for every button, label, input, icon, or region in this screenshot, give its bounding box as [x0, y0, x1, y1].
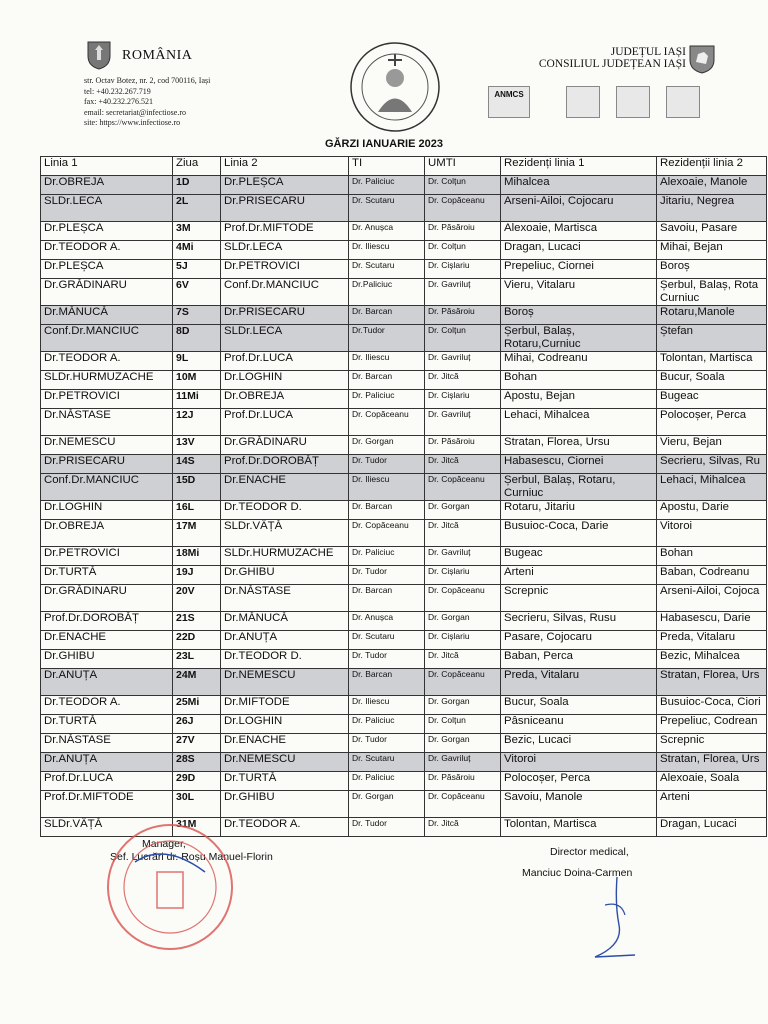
day-cell: 25Mi	[173, 696, 221, 715]
linia1-cell: Dr.PETROVICI	[41, 390, 173, 409]
table-header-row	[41, 157, 767, 176]
linia2-cell: SLDr.LECA	[221, 325, 349, 352]
umti-cell: Dr. Copăceanu	[425, 195, 501, 222]
resident1-cell: Busuioc-Coca, Darie	[501, 520, 657, 547]
day-cell: 8D	[173, 325, 221, 352]
ti-cell: Dr. Barcan	[349, 371, 425, 390]
resident1-cell: Preda, Vitalaru	[501, 669, 657, 696]
linia1-cell: Dr.GRĂDINARU	[41, 279, 173, 306]
ti-cell: Dr. Tudor	[349, 650, 425, 669]
resident2-cell: Jitariu, Negrea	[657, 195, 767, 222]
table-row	[41, 734, 767, 753]
linia1-cell: Dr.TEODOR A.	[41, 696, 173, 715]
resident1-cell: Mihai, Codreanu	[501, 352, 657, 371]
day-cell: 4Mi	[173, 241, 221, 260]
resident2-cell: Rotaru,Manole	[657, 306, 767, 325]
table-row	[41, 241, 767, 260]
umti-cell: Dr. Gavriluț	[425, 409, 501, 436]
day-cell: 15D	[173, 474, 221, 501]
resident2-cell: Arseni-Ailoi, Cojoca	[657, 585, 767, 612]
day-cell: 13V	[173, 436, 221, 455]
director-role: Director medical,	[550, 846, 629, 858]
table-row	[41, 371, 767, 390]
ti-cell: Dr. Iliescu	[349, 241, 425, 260]
table-row	[41, 176, 767, 195]
linia1-cell: SLDr.VÂȚĂ	[41, 818, 173, 837]
certificate-badge-2	[616, 86, 650, 118]
umti-cell: Dr. Cișlariu	[425, 260, 501, 279]
resident2-cell: Habasescu, Darie	[657, 612, 767, 631]
linia1-cell: Dr.OBREJA	[41, 176, 173, 195]
linia1-cell: Prof.Dr.LUCA	[41, 772, 173, 791]
linia1-cell: Conf.Dr.MANCIUC	[41, 474, 173, 501]
resident2-cell: Screpnic	[657, 734, 767, 753]
column-header: Linia 1	[41, 157, 173, 176]
column-header: Linia 2	[221, 157, 349, 176]
resident1-cell: Screpnic	[501, 585, 657, 612]
linia1-cell: Dr.TURTĂ	[41, 715, 173, 734]
day-cell: 31M	[173, 818, 221, 837]
resident2-cell: Ștefan	[657, 325, 767, 352]
umti-cell: Dr. Gavriluț	[425, 279, 501, 306]
umti-cell: Dr. Copăceanu	[425, 585, 501, 612]
resident2-cell: Alexoaie, Soala	[657, 772, 767, 791]
resident2-cell: Arteni	[657, 791, 767, 818]
linia2-cell: Dr.PRISECARU	[221, 195, 349, 222]
umti-cell: Dr. Cișlariu	[425, 566, 501, 585]
table-row	[41, 306, 767, 325]
table-row	[41, 352, 767, 371]
header-right	[470, 38, 710, 138]
ti-cell: Dr. Gorgan	[349, 791, 425, 818]
resident1-cell: Prepeliuc, Ciornei	[501, 260, 657, 279]
manager-role: Manager,	[142, 838, 186, 850]
resident1-cell: Secrieru, Silvas, Rusu	[501, 612, 657, 631]
ti-cell: Dr. Paliciuc	[349, 772, 425, 791]
day-cell: 11Mi	[173, 390, 221, 409]
linia2-cell: Dr.PLEȘCA	[221, 176, 349, 195]
umti-cell: Dr. Jitcă	[425, 818, 501, 837]
linia2-cell: Dr.NEMESCU	[221, 669, 349, 696]
site-line: site: https://www.infectiose.ro	[84, 118, 181, 127]
director-signature-icon	[585, 875, 645, 965]
linia1-cell: Dr.LOGHIN	[41, 501, 173, 520]
day-cell: 19J	[173, 566, 221, 585]
day-cell: 22D	[173, 631, 221, 650]
ti-cell: Dr. Tudor	[349, 734, 425, 753]
column-header: UMTI	[425, 157, 501, 176]
resident2-cell: Vieru, Bejan	[657, 436, 767, 455]
ti-cell: Dr. Scutaru	[349, 195, 425, 222]
linia2-cell: Dr.MIFTODE	[221, 696, 349, 715]
ti-cell: Dr. Anușca	[349, 222, 425, 241]
resident2-cell: Stratan, Florea, Urs	[657, 753, 767, 772]
ti-cell: Dr. Tudor	[349, 566, 425, 585]
ti-cell: Dr. Scutaru	[349, 753, 425, 772]
linia1-cell: SLDr.LECA	[41, 195, 173, 222]
ti-cell: Dr. Gorgan	[349, 436, 425, 455]
column-header: TI	[349, 157, 425, 176]
day-cell: 9L	[173, 352, 221, 371]
linia2-cell: Dr.PRISECARU	[221, 306, 349, 325]
day-cell: 1D	[173, 176, 221, 195]
resident1-cell: Bohan	[501, 371, 657, 390]
anmcs-badge: ANMCS	[488, 86, 530, 118]
certificate-badge-3	[666, 86, 700, 118]
ti-cell: Dr. Paliciuc	[349, 176, 425, 195]
iasi-county-crest-icon	[688, 44, 716, 74]
day-cell: 29D	[173, 772, 221, 791]
umti-cell: Dr. Copăceanu	[425, 669, 501, 696]
table-row	[41, 650, 767, 669]
ti-cell: Dr. Barcan	[349, 585, 425, 612]
day-cell: 28S	[173, 753, 221, 772]
linia2-cell: Dr.NEMESCU	[221, 753, 349, 772]
resident1-cell: Boroș	[501, 306, 657, 325]
linia1-cell: Dr.TEODOR A.	[41, 241, 173, 260]
county-line: JUDEȚUL IAȘI	[610, 46, 686, 58]
column-header: Rezidenți linia 1	[501, 157, 657, 176]
table-row	[41, 715, 767, 734]
resident1-cell: Apostu, Bejan	[501, 390, 657, 409]
resident2-cell: Busuioc-Coca, Ciori	[657, 696, 767, 715]
address-line: str. Octav Botez, nr. 2, cod 700116, Iași	[84, 76, 211, 85]
linia2-cell: Dr.TEODOR A.	[221, 818, 349, 837]
table-row	[41, 669, 767, 696]
resident1-cell: Arteni	[501, 566, 657, 585]
ti-cell: Dr. Barcan	[349, 669, 425, 696]
day-cell: 23L	[173, 650, 221, 669]
resident1-cell: Șerbul, Balaș, Rotaru, Curniuc	[501, 474, 657, 501]
linia1-cell: Dr.GRĂDINARU	[41, 585, 173, 612]
ti-cell: Dr. Iliescu	[349, 696, 425, 715]
table-row	[41, 260, 767, 279]
umti-cell: Dr. Gavriluț	[425, 352, 501, 371]
linia1-cell: Conf.Dr.MANCIUC	[41, 325, 173, 352]
umti-cell: Dr. Păsăroiu	[425, 436, 501, 455]
day-cell: 16L	[173, 501, 221, 520]
day-cell: 24M	[173, 669, 221, 696]
linia2-cell: SLDr.VÂȚĂ	[221, 520, 349, 547]
umti-cell: Dr. Gorgan	[425, 501, 501, 520]
umti-cell: Dr. Gorgan	[425, 696, 501, 715]
table-row	[41, 279, 767, 306]
table-row	[41, 631, 767, 650]
umti-cell: Dr. Gavriluț	[425, 547, 501, 566]
resident1-cell: Vieru, Vitalaru	[501, 279, 657, 306]
linia2-cell: Dr.GRĂDINARU	[221, 436, 349, 455]
umti-cell: Dr. Gavriluț	[425, 753, 501, 772]
table-row	[41, 753, 767, 772]
table-row	[41, 390, 767, 409]
umti-cell: Dr. Colțun	[425, 325, 501, 352]
director-name: Manciuc Doina-Carmen	[522, 867, 633, 879]
day-cell: 21S	[173, 612, 221, 631]
hospital-logo-icon	[348, 40, 442, 134]
resident1-cell: Tolontan, Martisca	[501, 818, 657, 837]
linia2-cell: Dr.TEODOR D.	[221, 501, 349, 520]
ti-cell: Dr. Scutaru	[349, 260, 425, 279]
linia2-cell: Dr.TURTĂ	[221, 772, 349, 791]
umti-cell: Dr. Copăceanu	[425, 474, 501, 501]
linia1-cell: SLDr.HURMUZACHE	[41, 371, 173, 390]
linia1-cell: Prof.Dr.DOROBĂȚ	[41, 612, 173, 631]
ti-cell: Dr. Barcan	[349, 501, 425, 520]
day-cell: 3M	[173, 222, 221, 241]
resident2-cell: Tolontan, Martisca	[657, 352, 767, 371]
resident1-cell: Dragan, Lucaci	[501, 241, 657, 260]
day-cell: 5J	[173, 260, 221, 279]
resident2-cell: Vitoroi	[657, 520, 767, 547]
day-cell: 6V	[173, 279, 221, 306]
table-row	[41, 325, 767, 352]
ti-cell: Dr. Copăceanu	[349, 520, 425, 547]
linia1-cell: Dr.GHIBU	[41, 650, 173, 669]
umti-cell: Dr. Colțun	[425, 241, 501, 260]
resident2-cell: Apostu, Darie	[657, 501, 767, 520]
council-line: CONSILIUL JUDEȚEAN IAȘI	[538, 58, 686, 70]
romania-coat-of-arms-icon	[84, 38, 114, 70]
resident2-cell: Mihai, Bejan	[657, 241, 767, 260]
linia1-cell: Prof.Dr.MIFTODE	[41, 791, 173, 818]
resident1-cell: Vitoroi	[501, 753, 657, 772]
day-cell: 27V	[173, 734, 221, 753]
day-cell: 26J	[173, 715, 221, 734]
linia2-cell: Dr.LOGHIN	[221, 715, 349, 734]
table-row	[41, 696, 767, 715]
resident1-cell: Bucur, Soala	[501, 696, 657, 715]
linia2-cell: Prof.Dr.LUCA	[221, 409, 349, 436]
linia2-cell: Dr.GHIBU	[221, 791, 349, 818]
resident2-cell: Alexoaie, Manole	[657, 176, 767, 195]
manager-name: Șef. Lucrări dr. Roșu Manuel-Florin	[110, 851, 273, 863]
ti-cell: Dr. Copăceanu	[349, 409, 425, 436]
official-stamp-icon	[95, 812, 245, 962]
linia2-cell: SLDr.HURMUZACHE	[221, 547, 349, 566]
resident1-cell: Mihalcea	[501, 176, 657, 195]
linia2-cell: Dr.NĂSTASE	[221, 585, 349, 612]
linia2-cell: Dr.LOGHIN	[221, 371, 349, 390]
resident1-cell: Arseni-Ailoi, Cojocaru	[501, 195, 657, 222]
resident2-cell: Bugeac	[657, 390, 767, 409]
linia1-cell: Dr.NĂSTASE	[41, 409, 173, 436]
umti-cell: Dr. Păsăroiu	[425, 306, 501, 325]
umti-cell: Dr. Gorgan	[425, 734, 501, 753]
linia2-cell: Dr.ANUȚA	[221, 631, 349, 650]
day-cell: 30L	[173, 791, 221, 818]
resident2-cell: Preda, Vitalaru	[657, 631, 767, 650]
phone-line: tel: +40.232.267.719	[84, 86, 151, 96]
column-header: Ziua	[173, 157, 221, 176]
resident2-cell: Baban, Codreanu	[657, 566, 767, 585]
umti-cell: Dr. Colțun	[425, 176, 501, 195]
table-row	[41, 474, 767, 501]
umti-cell: Dr. Cișlariu	[425, 631, 501, 650]
resident1-cell: Savoiu, Manole	[501, 791, 657, 818]
resident2-cell: Secrieru, Silvas, Ru	[657, 455, 767, 474]
linia2-cell: Prof.Dr.DOROBĂȚ	[221, 455, 349, 474]
resident2-cell: Bohan	[657, 547, 767, 566]
ti-cell: Dr. Tudor	[349, 455, 425, 474]
resident2-cell: Lehaci, Mihalcea	[657, 474, 767, 501]
umti-cell: Dr. Copăceanu	[425, 791, 501, 818]
linia2-cell: SLDr.LECA	[221, 241, 349, 260]
day-cell: 12J	[173, 409, 221, 436]
day-cell: 14S	[173, 455, 221, 474]
resident2-cell: Prepeliuc, Codrean	[657, 715, 767, 734]
address-block	[84, 76, 210, 129]
resident1-cell: Bugeac	[501, 547, 657, 566]
column-header: Rezidenții linia 2	[657, 157, 767, 176]
linia1-cell: Dr.ANUȚA	[41, 669, 173, 696]
ti-cell: Dr. Paliciuc	[349, 390, 425, 409]
ti-cell: Dr. Anușca	[349, 612, 425, 631]
table-row	[41, 501, 767, 520]
ti-cell: Dr. Paliciuc	[349, 715, 425, 734]
county-heading	[539, 46, 686, 70]
table-body	[41, 176, 767, 837]
ti-cell: Dr. Barcan	[349, 306, 425, 325]
document-title: GĂRZI IANUARIE 2023	[325, 138, 443, 150]
table-row	[41, 195, 767, 222]
resident1-cell: Pâsniceanu	[501, 715, 657, 734]
resident1-cell: Șerbul, Balaș, Rotaru,Curniuc	[501, 325, 657, 352]
resident1-cell: Rotaru, Jitariu	[501, 501, 657, 520]
ti-cell: Dr. Iliescu	[349, 352, 425, 371]
umti-cell: Dr. Jitcă	[425, 650, 501, 669]
certificate-badge-1	[566, 86, 600, 118]
linia2-cell: Dr.PETROVICI	[221, 260, 349, 279]
ti-cell: Dr. Paliciuc	[349, 547, 425, 566]
table-row	[41, 455, 767, 474]
duty-roster-table	[40, 156, 767, 837]
linia1-cell: Dr.PLEȘCA	[41, 260, 173, 279]
table-row	[41, 772, 767, 791]
fax-line: fax: +40.232.276.521	[84, 97, 153, 106]
table-row	[41, 547, 767, 566]
email-line: email: secretariat@infectiose.ro	[84, 107, 186, 117]
umti-cell: Dr. Colțun	[425, 715, 501, 734]
linia1-cell: Dr.PRISECARU	[41, 455, 173, 474]
umti-cell: Dr. Păsăroiu	[425, 772, 501, 791]
linia1-cell: Dr.ANUȚA	[41, 753, 173, 772]
umti-cell: Dr. Jitcă	[425, 455, 501, 474]
linia1-cell: Dr.OBREJA	[41, 520, 173, 547]
linia2-cell: Dr.ENACHE	[221, 474, 349, 501]
table-row	[41, 409, 767, 436]
linia2-cell: Prof.Dr.LUCA	[221, 352, 349, 371]
resident1-cell: Lehaci, Mihalcea	[501, 409, 657, 436]
ti-cell: Dr.Paliciuc	[349, 279, 425, 306]
resident2-cell: Polocoșer, Perca	[657, 409, 767, 436]
day-cell: 17M	[173, 520, 221, 547]
linia2-cell: Dr.ENACHE	[221, 734, 349, 753]
table-row	[41, 436, 767, 455]
table-row	[41, 520, 767, 547]
linia1-cell: Dr.ENACHE	[41, 631, 173, 650]
umti-cell: Dr. Cișlariu	[425, 390, 501, 409]
day-cell: 18Mi	[173, 547, 221, 566]
resident2-cell: Stratan, Florea, Urs	[657, 669, 767, 696]
resident2-cell: Dragan, Lucaci	[657, 818, 767, 837]
table-row	[41, 566, 767, 585]
resident1-cell: Polocoșer, Perca	[501, 772, 657, 791]
linia1-cell: Dr.NEMESCU	[41, 436, 173, 455]
linia2-cell: Prof.Dr.MIFTODE	[221, 222, 349, 241]
resident1-cell: Alexoaie, Martisca	[501, 222, 657, 241]
table-row	[41, 612, 767, 631]
resident2-cell: Bezic, Mihalcea	[657, 650, 767, 669]
linia2-cell: Dr.TEODOR D.	[221, 650, 349, 669]
country-title: ROMÂNIA	[122, 48, 193, 63]
umti-cell: Dr. Jitcă	[425, 371, 501, 390]
linia2-cell: Dr.OBREJA	[221, 390, 349, 409]
resident1-cell: Pasare, Cojocaru	[501, 631, 657, 650]
ti-cell: Dr. Tudor	[349, 818, 425, 837]
linia1-cell: Dr.PLEȘCA	[41, 222, 173, 241]
umti-cell: Dr. Păsăroiu	[425, 222, 501, 241]
resident2-cell: Savoiu, Pasare	[657, 222, 767, 241]
linia2-cell: Dr.GHIBU	[221, 566, 349, 585]
ti-cell: Dr.Tudor	[349, 325, 425, 352]
day-cell: 7S	[173, 306, 221, 325]
linia1-cell: Dr.TEODOR A.	[41, 352, 173, 371]
umti-cell: Dr. Jitcă	[425, 520, 501, 547]
ti-cell: Dr. Iliescu	[349, 474, 425, 501]
table-row	[41, 222, 767, 241]
resident1-cell: Bezic, Lucaci	[501, 734, 657, 753]
resident2-cell: Șerbul, Balaș, Rota Curniuc	[657, 279, 767, 306]
day-cell: 20V	[173, 585, 221, 612]
resident1-cell: Baban, Perca	[501, 650, 657, 669]
linia1-cell: Dr.TURTĂ	[41, 566, 173, 585]
ti-cell: Dr. Scutaru	[349, 631, 425, 650]
resident1-cell: Habasescu, Ciornei	[501, 455, 657, 474]
linia1-cell: Dr.NĂSTASE	[41, 734, 173, 753]
day-cell: 10M	[173, 371, 221, 390]
resident2-cell: Bucur, Soala	[657, 371, 767, 390]
table-row	[41, 585, 767, 612]
resident2-cell: Boroș	[657, 260, 767, 279]
umti-cell: Dr. Gorgan	[425, 612, 501, 631]
linia2-cell: Conf.Dr.MANCIUC	[221, 279, 349, 306]
resident1-cell: Stratan, Florea, Ursu	[501, 436, 657, 455]
linia1-cell: Dr.MĂNUCĂ	[41, 306, 173, 325]
day-cell: 2L	[173, 195, 221, 222]
linia2-cell: Dr.MĂNUCĂ	[221, 612, 349, 631]
linia1-cell: Dr.PETROVICI	[41, 547, 173, 566]
